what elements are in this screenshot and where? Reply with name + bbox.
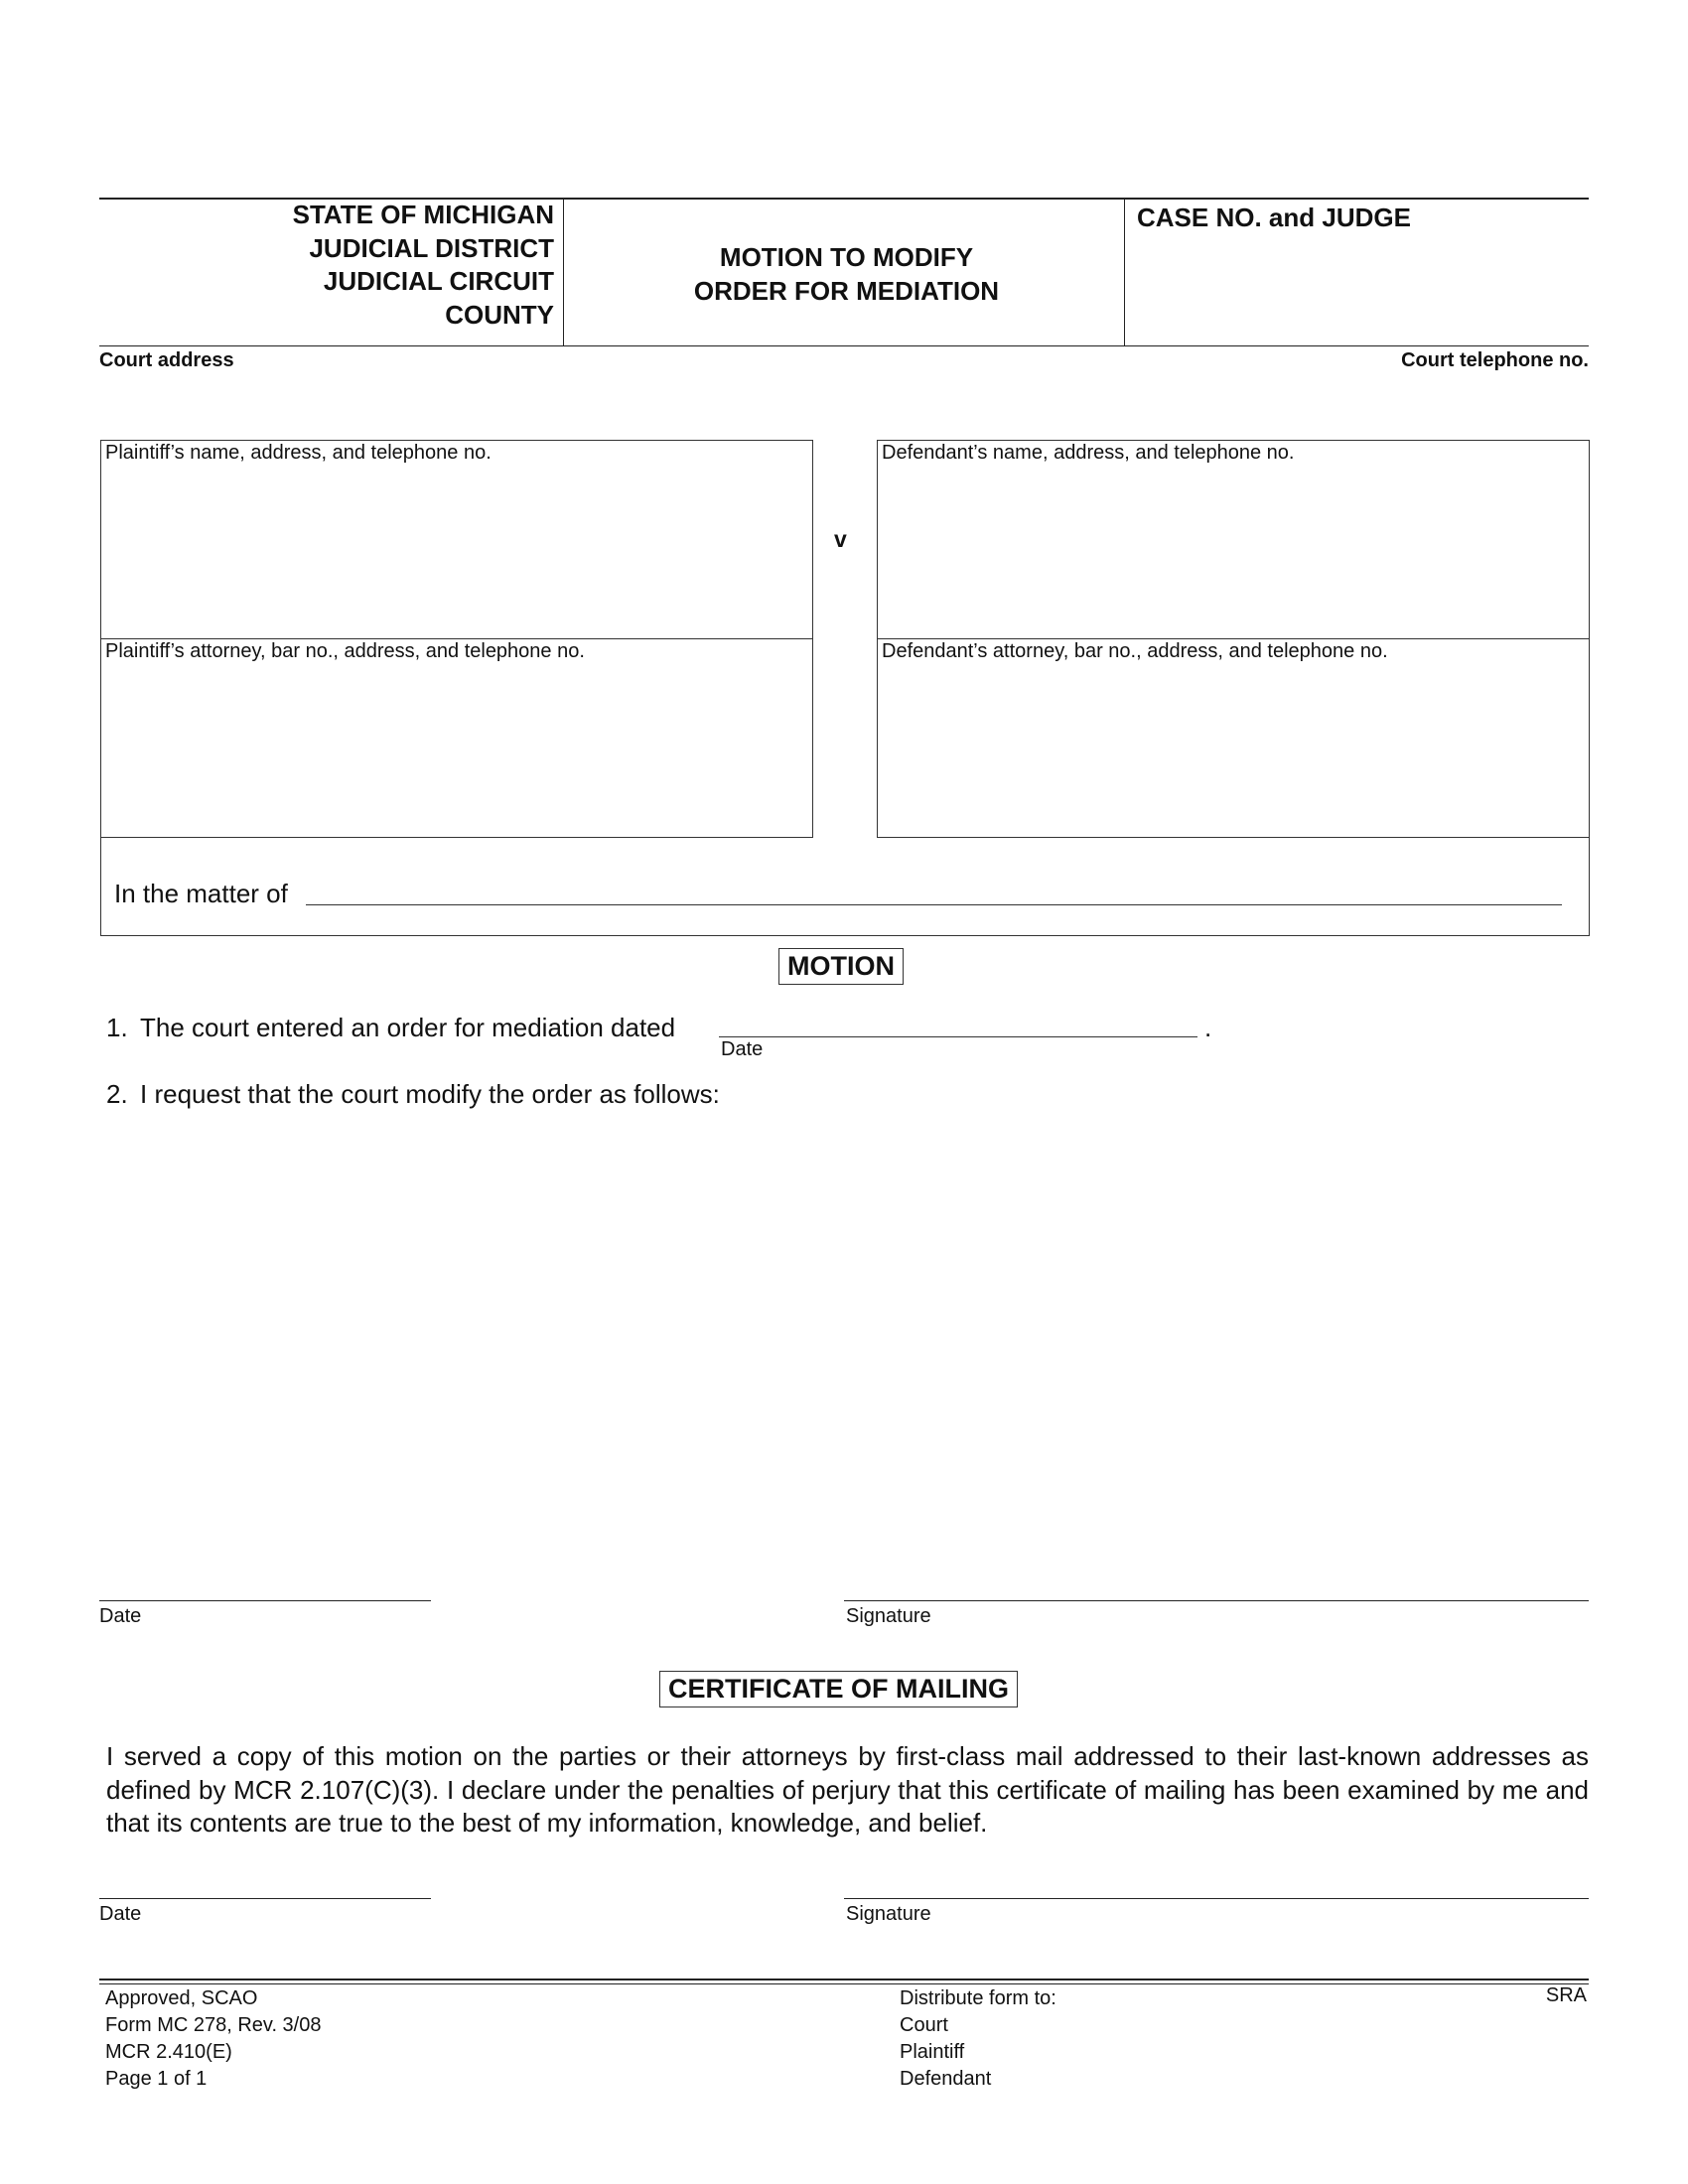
modification-request-area[interactable] bbox=[140, 1117, 1585, 1573]
footer-rule-top bbox=[99, 1979, 1589, 1980]
plaintiff-label: Plaintiff’s name, address, and telephone no. bbox=[105, 442, 492, 464]
certificate-signature-line[interactable] bbox=[844, 1898, 1589, 1899]
plaintiff-attorney-label: Plaintiff’s attorney, bar no., address, and telephone no. bbox=[105, 640, 585, 662]
court-county: COUNTY bbox=[445, 299, 554, 330]
certificate-paragraph: I served a copy of this motion on the parties or their attorneys by first-class mail addressed to their last-known addresses as defined by MCR 2.107(C)(3). I declare under the penalties of perjury that this certificate of mailing has been examined by me and that its contents are true to the best of my information, knowledge, and belief. bbox=[106, 1741, 1589, 1838]
matter-input[interactable] bbox=[306, 879, 1562, 905]
motion-signature-line[interactable] bbox=[844, 1600, 1589, 1601]
versus-label: v bbox=[834, 526, 847, 552]
defendant-attorney-box[interactable] bbox=[877, 638, 1590, 838]
footer-rule-ref: MCR 2.410(E) bbox=[105, 2041, 232, 2063]
court-phone-label: Court telephone no. bbox=[1401, 349, 1589, 371]
footer-approved: Approved, SCAO bbox=[105, 1987, 258, 2009]
certificate-date-caption: Date bbox=[99, 1903, 142, 1925]
mediation-date-input[interactable] bbox=[719, 1011, 1197, 1037]
motion-heading: MOTION bbox=[778, 948, 904, 985]
motion-item-2-text: I request that the court modify the order as follows: bbox=[140, 1079, 720, 1109]
case-number-label: CASE NO. and JUDGE bbox=[1137, 203, 1411, 232]
form-title-line-1: MOTION TO MODIFY bbox=[719, 242, 974, 272]
header-divider-left bbox=[563, 199, 564, 345]
footer-distribution bbox=[900, 1985, 1056, 2093]
certificate-heading: CERTIFICATE OF MAILING bbox=[659, 1671, 1018, 1707]
header-bottom-rule bbox=[99, 345, 1589, 346]
footer-distribute-heading: Distribute form to: bbox=[900, 1987, 1056, 2009]
mediation-date-caption: Date bbox=[721, 1038, 764, 1060]
footer-distribute-court: Court bbox=[900, 2014, 948, 2036]
matter-label: In the matter of bbox=[114, 879, 288, 908]
footer-form-info bbox=[105, 1985, 321, 2093]
footer-distribute-defendant: Defendant bbox=[900, 2068, 992, 2090]
footer-rule-bottom bbox=[99, 1983, 1589, 1984]
certificate-signature-caption: Signature bbox=[846, 1903, 931, 1925]
court-state: STATE OF MICHIGAN bbox=[292, 200, 554, 229]
plaintiff-box[interactable] bbox=[100, 440, 813, 638]
motion-item-1-period: . bbox=[1204, 1013, 1212, 1042]
motion-date-caption: Date bbox=[99, 1605, 142, 1627]
court-circuit: JUDICIAL CIRCUIT bbox=[323, 266, 554, 296]
defendant-attorney-label: Defendant’s attorney, bar no., address, and telephone no. bbox=[882, 640, 1388, 662]
footer-code: SRA bbox=[1545, 1984, 1587, 2006]
certificate-date-line[interactable] bbox=[99, 1898, 431, 1899]
form-title bbox=[566, 241, 1127, 308]
motion-date-line[interactable] bbox=[99, 1600, 431, 1601]
court-identification bbox=[99, 199, 554, 332]
motion-signature-caption: Signature bbox=[846, 1605, 931, 1627]
court-address-label: Court address bbox=[99, 349, 234, 371]
footer-form-number: Form MC 278, Rev. 3/08 bbox=[105, 2014, 322, 2036]
footer-distribute-plaintiff: Plaintiff bbox=[900, 2041, 965, 2063]
court-district: JUDICIAL DISTRICT bbox=[309, 232, 554, 263]
defendant-label: Defendant’s name, address, and telephone no. bbox=[882, 442, 1295, 464]
defendant-box[interactable] bbox=[877, 440, 1590, 638]
motion-item-2-number: 2. bbox=[106, 1079, 128, 1109]
motion-item-1-number: 1. bbox=[106, 1013, 128, 1042]
form-title-line-2: ORDER FOR MEDIATION bbox=[693, 275, 1000, 306]
plaintiff-attorney-box[interactable] bbox=[100, 638, 813, 838]
motion-item-1-text: The court entered an order for mediation dated bbox=[140, 1013, 676, 1042]
footer-page-number: Page 1 of 1 bbox=[105, 2068, 208, 2090]
